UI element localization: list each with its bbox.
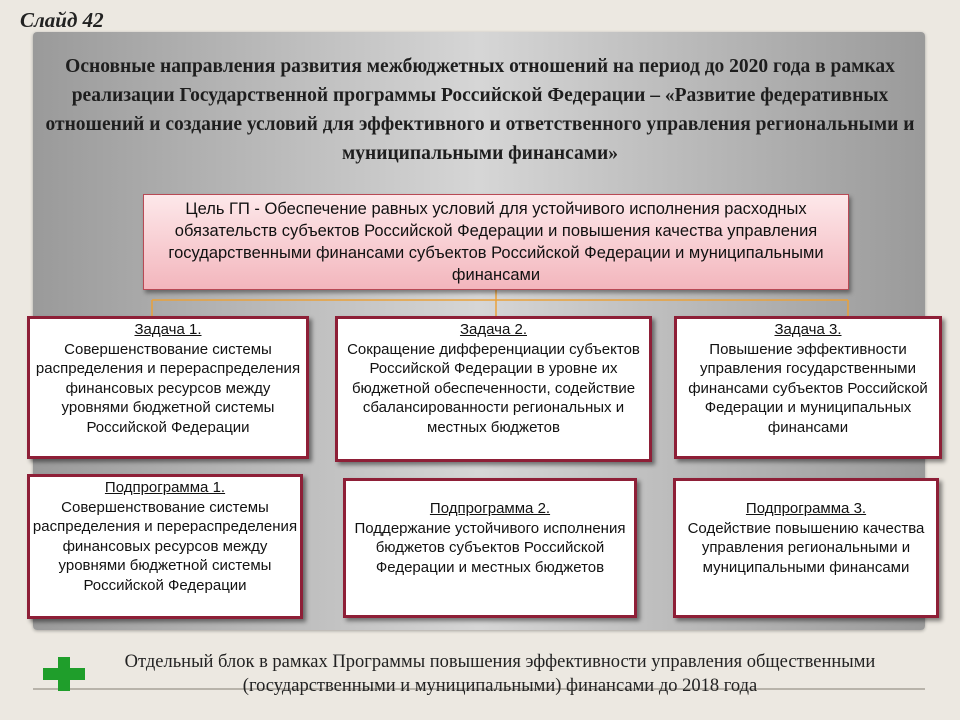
subprogram-1-box <box>27 474 303 619</box>
subprogram-2-text: Поддержание устойчивого исполнения бюджетов субъектов Российской Федерации и местных бюджетов <box>354 519 626 576</box>
page-title: Основные направления развития межбюджетных отношений на период до 2020 года в рамках реализации Государственной программы Российской Федерации – «Развитие федеративных отношений и создание условий для эффективного и ответственного управления региональными и муниципальными финансами» <box>45 56 915 164</box>
task-2-label: Задача 2. <box>459 321 527 338</box>
subprogram-3-label: Подпрограмма 3. <box>745 500 867 517</box>
plus-icon <box>42 656 86 692</box>
task-2-text: Сокращение дифференциации субъектов Российской Федерации в уровне их бюджетной обеспеченности, содействие сбалансированности региональных и местных бюджетов <box>347 340 640 436</box>
task-1-label: Задача 1. <box>134 321 202 338</box>
subprogram-2-label: Подпрограмма 2. <box>429 500 551 517</box>
task-2-box <box>335 316 652 462</box>
subprogram-3-text: Содействие повышению качества управления региональными и муниципальными финансами <box>687 519 925 576</box>
task-1-text: Совершенствование системы распределения и перераспределения финансовых ресурсов между уровнями бюджетной системы Российской Федерации <box>35 340 301 436</box>
task-3-box <box>674 316 942 459</box>
subprogram-1-text: Совершенствование системы распределения и перераспределения финансовых ресурсов между уровнями бюджетной системы Российской Федерации <box>32 498 298 594</box>
slide-number: Слайд 42 <box>20 8 104 32</box>
task-3-label: Задача 3. <box>774 321 842 338</box>
task-3-text: Повышение эффективности управления государственными финансами субъектов Российской Федерации и муниципальных финансами <box>688 340 928 436</box>
subprogram-3-box <box>673 478 939 618</box>
subprogram-2-box <box>343 478 637 618</box>
subprogram-1-label: Подпрограмма 1. <box>104 479 226 496</box>
goal-box: Цель ГП - Обеспечение равных условий для устойчивого исполнения расходных обязательств субъектов Российской Федерации и повышения качества управления государственными финансами субъектов Российской Федерации и муниципальными финансами <box>143 194 849 290</box>
task-1-box <box>27 316 309 459</box>
footer-note: Отдельный блок в рамках Программы повышения эффективности управления общественными (государственными и муниципальными) финансами до 2018 года <box>124 652 876 696</box>
